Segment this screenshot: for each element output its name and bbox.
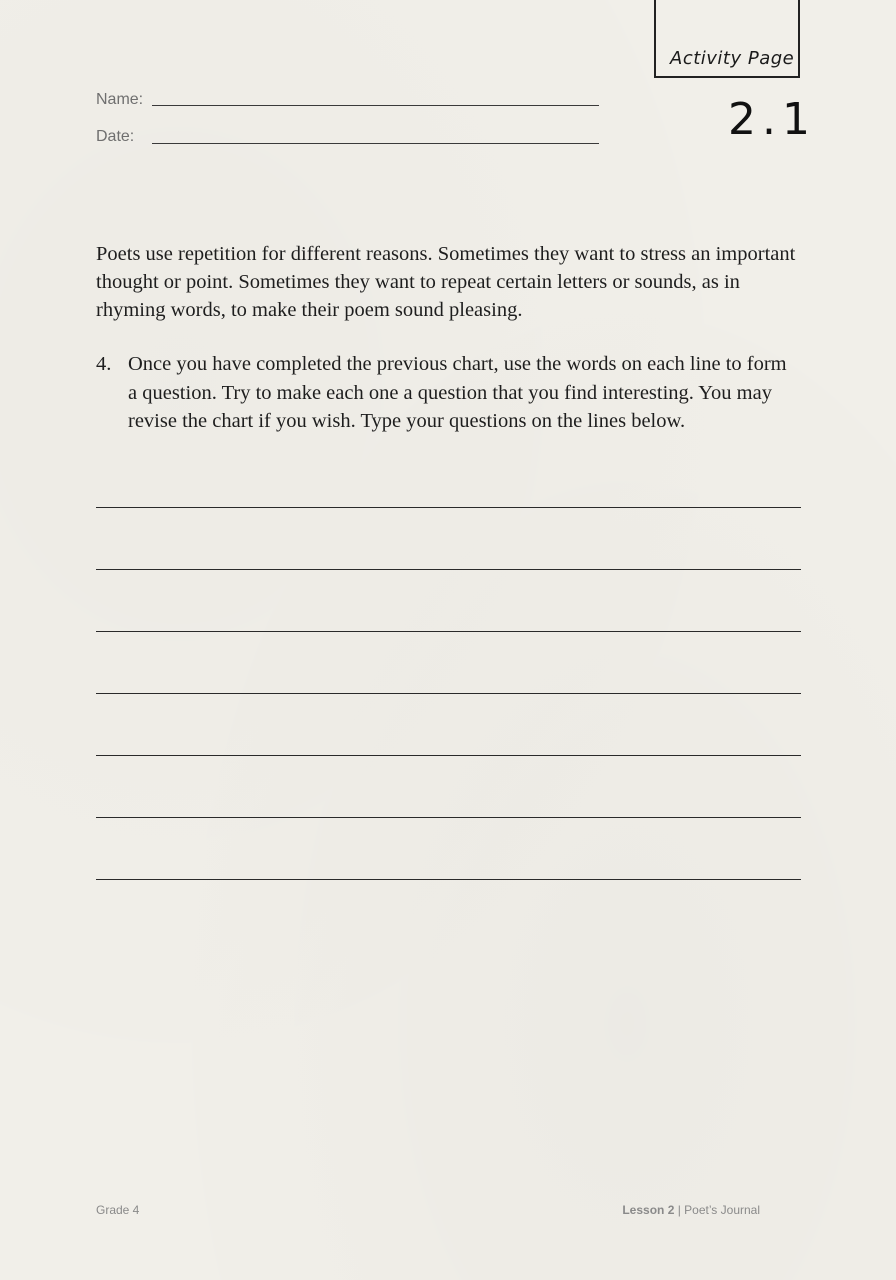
question-text: Once you have completed the previous chart, use the words on each line to form a question. Try to make each one a question that you find interesting. You may revise the chart if you wish. Type your questions on the lines below. <box>128 353 787 432</box>
footer-lesson-number: Lesson 2 <box>622 1203 675 1217</box>
footer-separator: | <box>674 1203 685 1217</box>
answer-line[interactable] <box>96 507 801 508</box>
footer-lesson <box>622 1203 760 1217</box>
question-number: 4. <box>96 353 112 375</box>
answer-line[interactable] <box>96 879 801 880</box>
name-field[interactable] <box>152 105 599 106</box>
answer-line[interactable] <box>96 631 801 632</box>
intro-paragraph: Poets use repetition for different reasons. Sometimes they want to stress an important thought or point. Sometimes they want to repeat certain letters or sounds, as in rhyming words, to make their poem sound pleasing. <box>96 243 796 321</box>
activity-page-number: 2.1 <box>728 94 816 145</box>
answer-line[interactable] <box>96 569 801 570</box>
activity-page-label: Activity Page <box>670 48 795 69</box>
question-item <box>96 350 796 436</box>
footer-journal: Poet’s Journal <box>684 1203 760 1217</box>
date-field[interactable] <box>152 143 599 144</box>
date-label: Date: <box>96 128 135 145</box>
answer-line[interactable] <box>96 755 801 756</box>
answer-line[interactable] <box>96 817 801 818</box>
footer-grade: Grade 4 <box>96 1203 140 1217</box>
answer-line[interactable] <box>96 693 801 694</box>
name-label: Name: <box>96 91 144 108</box>
